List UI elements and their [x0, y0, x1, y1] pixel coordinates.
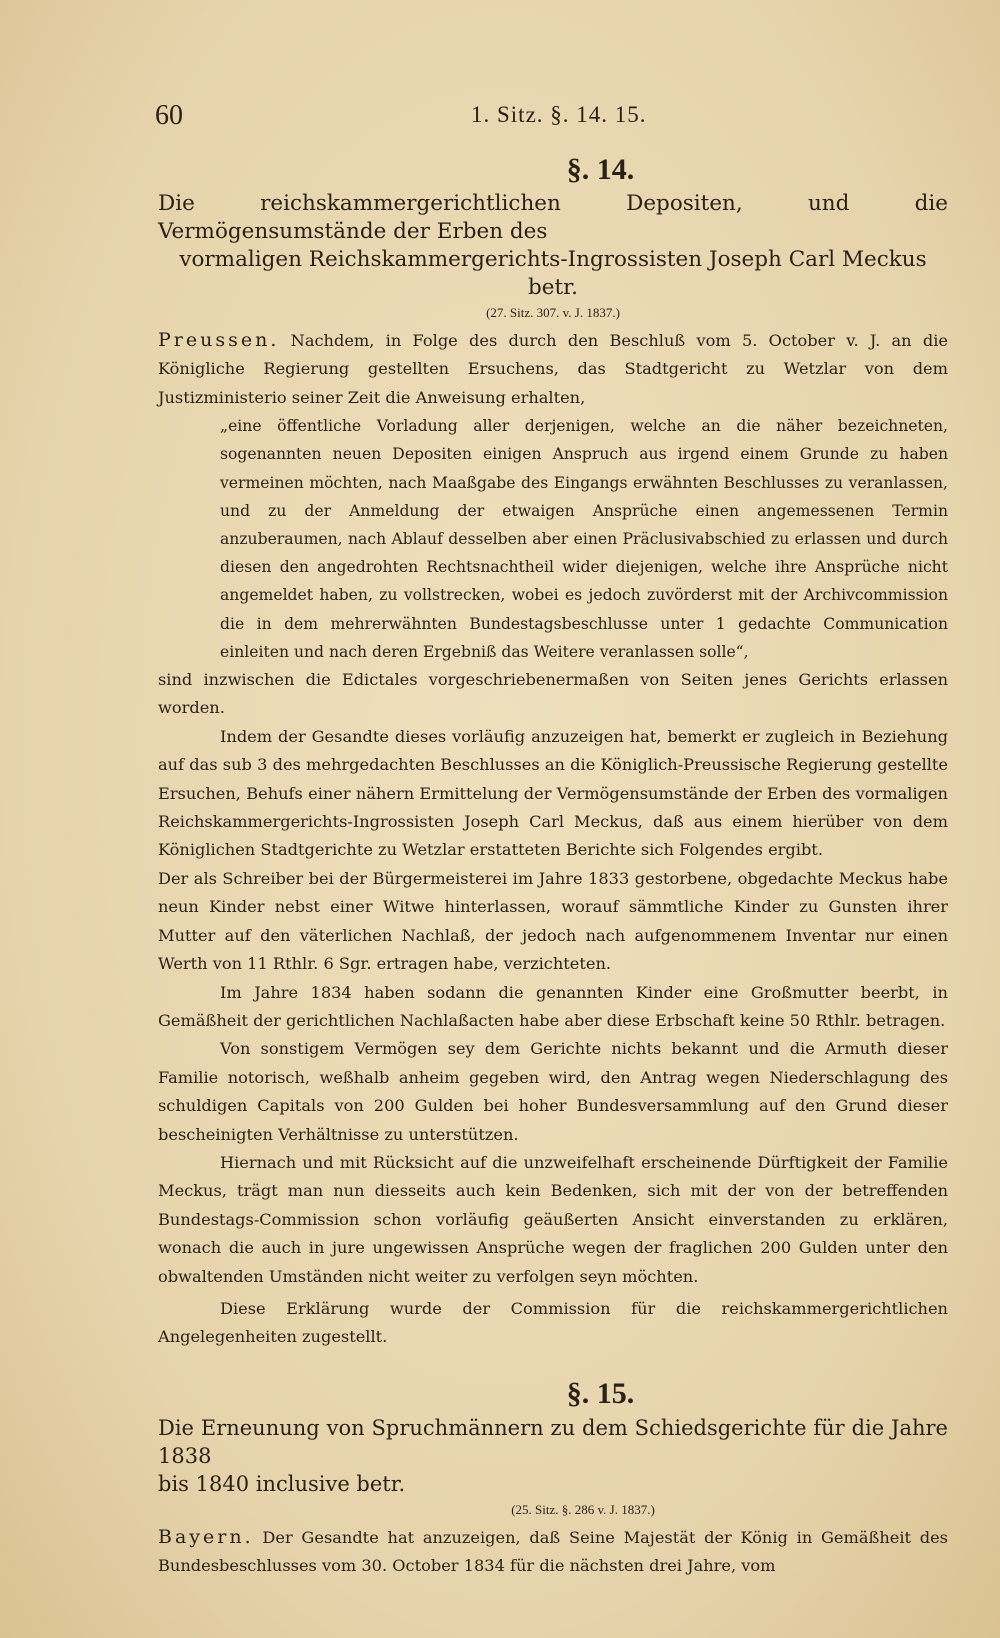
page-body: [158, 150, 948, 1581]
quoted-instruction: „eine öffentliche Vorladung aller derjenigen, welche an die näher bezeichneten, sogenannten neuen Depositen einigen Anspruch aus irgend einem Grunde zu haben vermeinen möchten, nach Maaßgabe des Eingangs erwähnten Beschlusses zu veranlassen, und zu der Anmeldung der etwaigen Ansprüche einen angemessenen Termin anzuberaumen, nach Ablauf desselben aber einen Präclusivabschied zu erlassen und durch diesen den angedrohten Rechtsnachtheil wider diejenigen, welche ihre Ansprüche nicht angemeldet haben, zu vollstrecken, wobei es jedoch zuvörderst mit der Archivcommission die in dem mehrerwähnten Bundestagsbeschlusse unter 1 gedachte Communication einleiten und nach deren Ergebniß das Weitere veranlassen solle“,: [220, 417, 948, 661]
section-15-heading: §. 15.: [566, 1376, 635, 1410]
section-15-lead-text: Der Gesandte hat anzuzeigen, daß Seine Majestät der König in Gemäßheit des Bundesbeschlusses vom 30. October 1834 für die nächsten drei Jahre, vom: [158, 1527, 948, 1576]
paragraph-inheritance: Im Jahre 1834 haben sodann die genannten Kinder eine Großmutter beerbt, in Gemäßheit der gerichtlichen Nachlaßacten habe aber diese Erbschaft keine 50 Rthlr. betragen.: [158, 982, 948, 1030]
lead-text: Nachdem, in Folge des durch den Beschluß vom 5. October v. J. an die Königliche Regierung gestellten Ersuchens, das Stadtgericht zu Wetzlar von dem Justizministerio seiner Zeit die Anweisung erhalten,: [158, 331, 948, 407]
section-15-title-line2: bis 1840 inclusive betr.: [158, 1471, 406, 1496]
state-name-bayern: Bayern.: [158, 1525, 254, 1548]
paragraph-edictales: sind inzwischen die Edictales vorgeschriebenermaßen von Seiten jenes Gerichts erlassen worden.: [158, 670, 948, 718]
page-number: 60: [155, 100, 183, 131]
page-header: [155, 100, 940, 140]
state-name-preussen: Preussen.: [158, 329, 280, 351]
section-14-heading: §. 14.: [566, 153, 635, 186]
section-15-reference: (25. Sitz. §. 286 v. J. 1837.): [511, 1501, 655, 1517]
section-14-reference: (27. Sitz. 307. v. J. 1837.): [486, 305, 620, 320]
paragraph-transmission: Diese Erklärung wurde der Commission für die reichskammergerichtlichen Angelegenheiten zugestellt.: [158, 1298, 948, 1347]
section-15-title: [158, 1414, 948, 1498]
section-15-title-line1: Die Erneunung von Spruchmännern zu dem Schiedsgerichte für die Jahre 1838: [158, 1415, 948, 1468]
paragraph-conclusion: Hiernach und mit Rücksicht auf die unzweifelhaft erscheinende Dürftigkeit der Familie Meckus, trägt man nun diesseits auch kein Bedenken, sich mit der von der betreffenden Bundestags-Commission schon vorläufig geäußerten Ansicht einverstanden zu erklären, wonach die auch in jure ungewissen Ansprüche wegen der fraglichen 200 Gulden unter den obwaltenden Umständen nicht weiter zu verfolgen seyn möchten.: [158, 1152, 948, 1286]
running-head: 1. Sitz. §. 14. 15.: [471, 102, 647, 127]
section-14-lead-paragraph: [158, 326, 948, 412]
section-14-title: [158, 190, 948, 302]
paragraph-poverty: Von sonstigem Vermögen sey dem Gerichte nichts bekannt und die Armuth dieser Familie notorisch, weßhalb anheim gegeben wird, den Antrag wegen Niederschlagung des schuldigen Capitals von 200 Gulden bei hoher Bundesversammlung auf den Grund dieser bescheinigten Verhältnisse zu unterstützen.: [158, 1039, 948, 1144]
section-15-lead-paragraph: [158, 1523, 948, 1581]
paragraph-meckus-heirs: Der als Schreiber bei der Bürgermeisterei im Jahre 1833 gestorbene, obgedachte Meckus habe neun Kinder nebst einer Witwe hinterlassen, worauf sämmtliche Kinder zu Gunsten ihrer Mutter auf den väterlichen Nachlaß, der jedoch nach aufgenommenem Inventar nur einen Werth von 11 Rthlr. 6 Sgr. ertragen habe, verzichteten.: [158, 868, 948, 974]
section-14-title-line1: Die reichskammergerichtlichen Depositen, und die Vermögensumstände der Erben des: [158, 191, 948, 244]
section-14-title-line2: vormaligen Reichskammergerichts-Ingrossisten Joseph Carl Meckus betr.: [179, 247, 927, 300]
paragraph-report: Indem der Gesandte dieses vorläufig anzuzeigen hat, bemerkt er zugleich in Beziehung auf das sub 3 des mehrgedachten Beschlusses an die Königlich-Preussische Regierung gestellte Ersuchen, Behufs einer nähern Ermittelung der Vermögensumstände der Erben des vormaligen Reichskammergerichts-Ingrossisten Joseph Carl Meckus, daß aus einem hierüber von dem Königlichen Stadtgerichte zu Wetzlar erstatteten Berichte sich Folgendes ergibt.: [158, 726, 948, 860]
